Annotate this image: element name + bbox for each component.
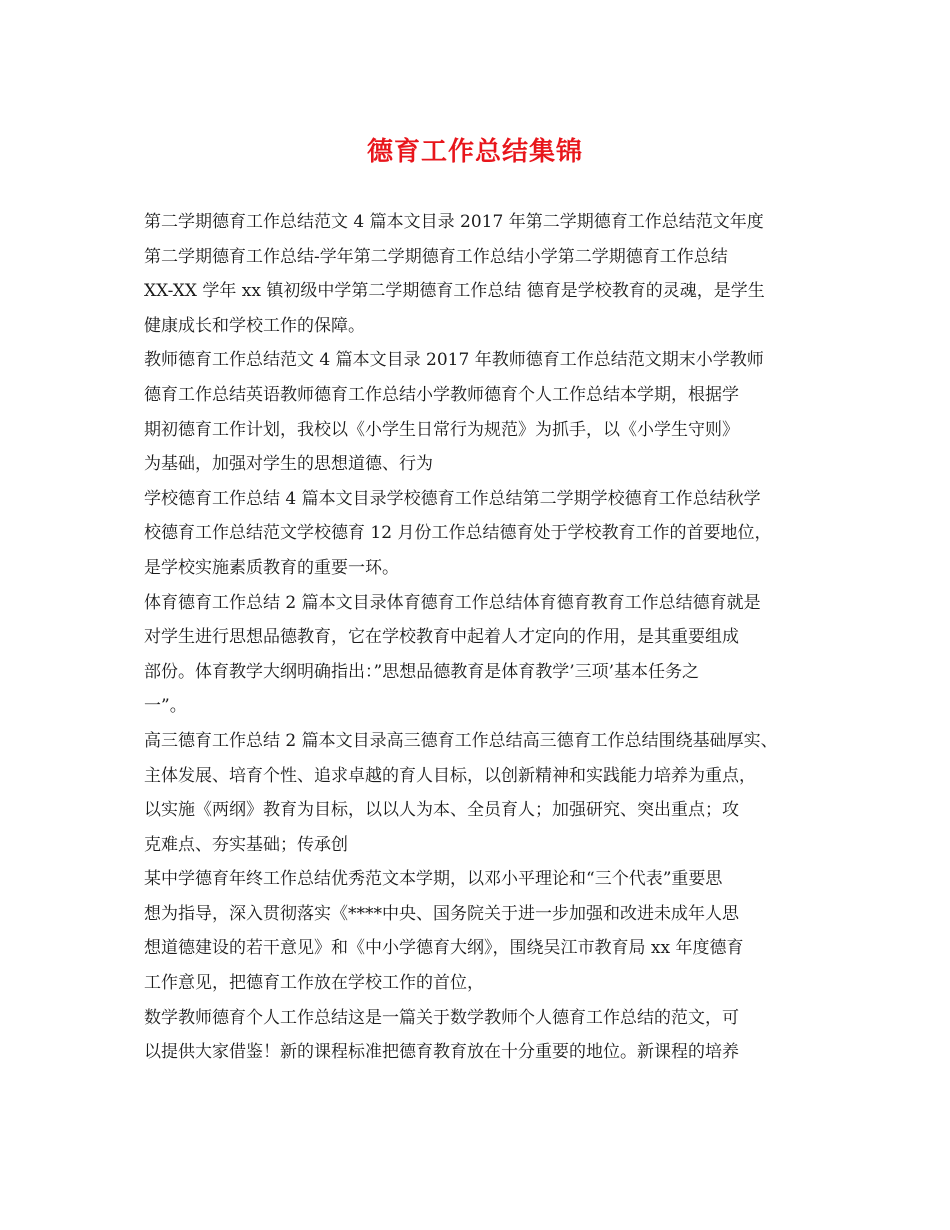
body-line: 想道德建设的若干意见》和《中小学德育大纲》，围绕吴江市教育局 xx 年度德育 — [144, 938, 744, 959]
body-line: 工作意见，把德育工作放在学校工作的首位， — [144, 973, 484, 994]
body-line: 某中学德育年终工作总结优秀范文本学期，以邓小平理论和“三个代表”重要思 — [144, 869, 723, 890]
body-line: 是学校实施素质教育的重要一环。 — [144, 557, 399, 578]
document-title: 德育工作总结集锦 — [366, 137, 583, 167]
body-line: 对学生进行思想品德教育，它在学校教育中起着人才定向的作用，是其重要组成 — [144, 627, 739, 648]
body-line: 校德育工作总结范文学校德育 12 月份工作总结德育处于学校教育工作的首要地位， — [144, 523, 772, 544]
body-line: 高三德育工作总结 2 篇本文目录高三德育工作总结高三德育工作总结围绕基础厚实、 — [144, 730, 778, 751]
body-line: 以实施《两纲》教育为目标，以以人为本、全员育人；加强研究、突出重点；攻 — [144, 800, 739, 821]
body-line: 克难点、夯实基础；传承创 — [144, 834, 348, 855]
body-line: 第二学期德育工作总结范文 4 篇本文目录 2017 年第二学期德育工作总结范文年度 — [144, 212, 764, 232]
body-line: 期初德育工作计划，我校以《小学生日常行为规范》为抓手，以《小学生守则》 — [144, 419, 739, 440]
body-line: 健康成长和学校工作的保障。 — [144, 315, 365, 336]
body-line: 学校德育工作总结 4 篇本文目录学校德育工作总结第二学期学校德育工作总结秋学 — [144, 488, 761, 509]
body-line: 体育德育工作总结 2 篇本文目录体育德育工作总结体育德育教育工作总结德育就是 — [144, 592, 761, 613]
body-line: 想为指导，深入贯彻落实《****中央、国务院关于进一步加强和改进未成年人思 — [144, 903, 739, 924]
body-line: 以提供大家借鉴！新的课程标准把德育教育放在十分重要的地位。新课程的培养 — [144, 1042, 739, 1063]
body-line: 数学教师德育个人工作总结这是一篇关于数学教师个人德育工作总结的范文，可 — [144, 1007, 739, 1028]
body-line: 为基础，加强对学生的思想道德、行为 — [144, 454, 433, 475]
body-line: 教师德育工作总结范文 4 篇本文目录 2017 年教师德育工作总结范文期末小学教师 — [144, 350, 764, 371]
body-line: 德育工作总结英语教师德育工作总结小学教师德育个人工作总结本学期，根据学 — [144, 384, 739, 405]
body-line: 一”。 — [144, 696, 187, 717]
body-line: 主体发展、培育个性、追求卓越的育人目标，以创新精神和实践能力培养为重点， — [144, 765, 756, 786]
document-body — [144, 205, 824, 1070]
body-line: 第二学期德育工作总结-学年第二学期德育工作总结小学第二学期德育工作总结 — [144, 246, 728, 267]
body-line: XX-XX 学年 xx 镇初级中学第二学期德育工作总结 德育是学校教育的灵魂，是学生 — [144, 281, 765, 302]
body-line: 部份。体育教学大纲明确指出：”思想品德教育是体育教学’三项’基本任务之 — [144, 661, 699, 682]
